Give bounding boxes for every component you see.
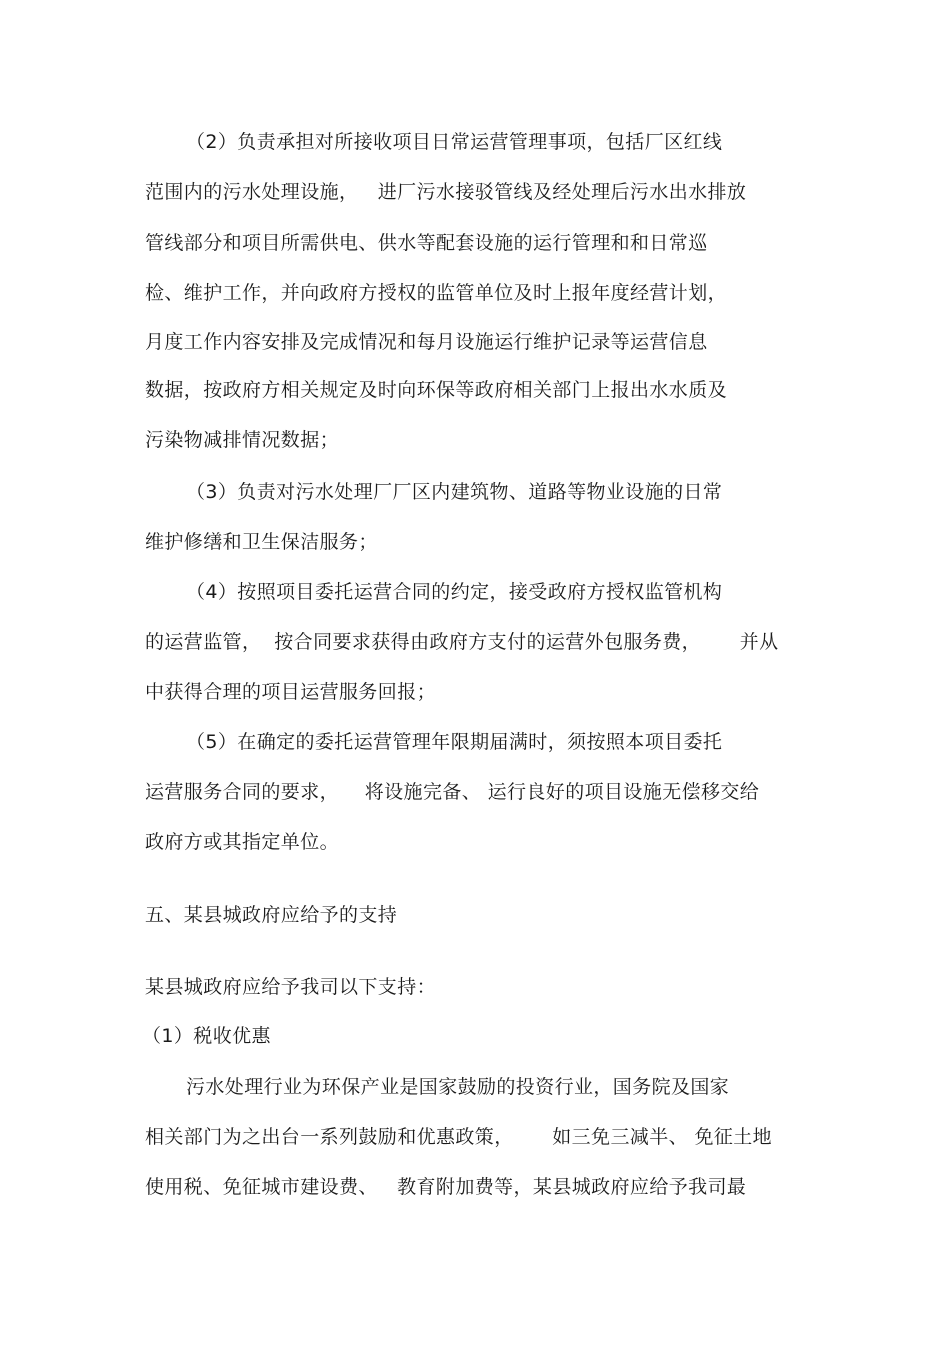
paragraph-2-line-5: 月度工作内容安排及完成情况和每月设施运行维护记录等运营信息 — [145, 331, 708, 353]
paragraph-4-line-3: 中获得合理的项目运营服务回报； — [145, 681, 437, 703]
section-heading: 五、某县城政府应给予的支持 — [145, 904, 398, 926]
paragraph-5-line-3: 政府方或其指定单位。 — [145, 831, 340, 853]
tax-paragraph-line-1: 污水处理行业为环保产业是国家鼓励的投资行业，国务院及国家 — [186, 1076, 730, 1098]
sub-heading-tax: （1）税收优惠 — [142, 1025, 271, 1047]
tax-paragraph-line-2: 相关部门为之出台一系列鼓励和优惠政策， 如三免三减半、 免征土地 — [145, 1126, 773, 1148]
paragraph-3-line-2: 维护修缮和卫生保洁服务； — [145, 531, 378, 553]
paragraph-2-line-1: （2）负责承担对所接收项目日常运营管理事项，包括厂区红线 — [186, 131, 723, 153]
paragraph-2-line-2: 范围内的污水处理设施， 进厂污水接驳管线及经处理后污水出水排放 — [145, 181, 747, 203]
support-intro: 某县城政府应给予我司以下支持： — [145, 976, 437, 998]
paragraph-2-line-4: 检、维护工作，并向政府方授权的监管单位及时上报年度经营计划， — [145, 282, 728, 304]
paragraph-2-line-6: 数据，按政府方相关规定及时向环保等政府相关部门上报出水水质及 — [145, 379, 728, 401]
paragraph-5-line-1: （5）在确定的委托运营管理年限期届满时，须按照本项目委托 — [186, 731, 723, 753]
tax-paragraph-line-3: 使用税、免征城市建设费、 教育附加费等，某县城政府应给予我司最 — [145, 1176, 747, 1198]
paragraph-2-line-3: 管线部分和项目所需供电、供水等配套设施的运行管理和和日常巡 — [145, 232, 708, 254]
paragraph-4-line-2: 的运营监管， 按合同要求获得由政府方支付的运营外包服务费， 并从 — [145, 631, 779, 653]
paragraph-2-line-7: 污染物减排情况数据； — [145, 429, 340, 451]
paragraph-5-line-2: 运营服务合同的要求， 将设施完备、 运行良好的项目设施无偿移交给 — [145, 781, 760, 803]
paragraph-4-line-1: （4）按照项目委托运营合同的约定，接受政府方授权监管机构 — [186, 581, 723, 603]
paragraph-3-line-1: （3）负责对污水处理厂厂区内建筑物、道路等物业设施的日常 — [186, 481, 723, 503]
